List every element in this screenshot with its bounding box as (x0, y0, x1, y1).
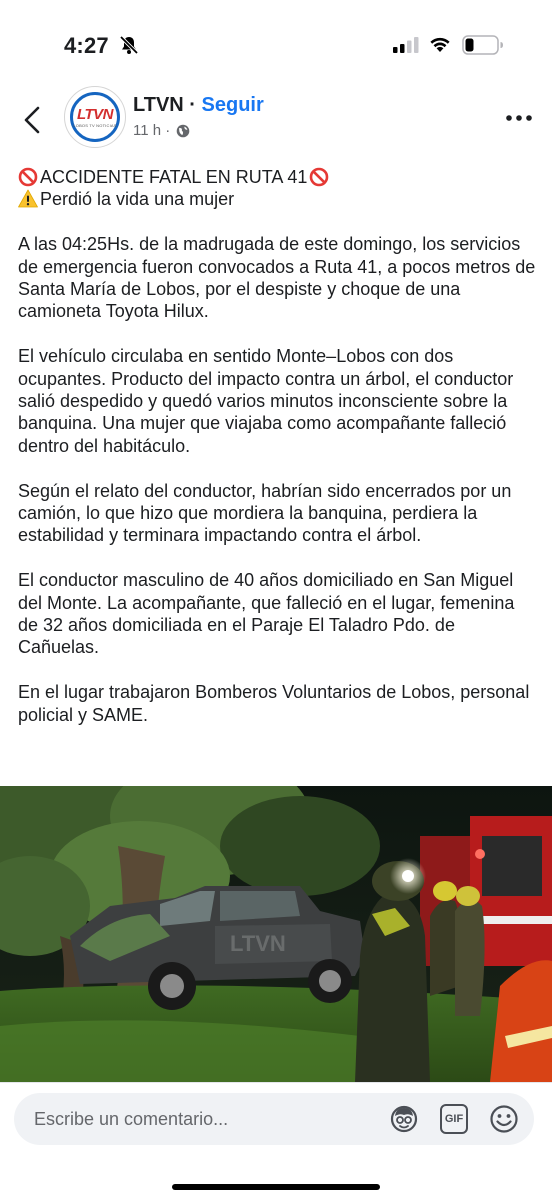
gif-label: GIF (444, 1113, 464, 1125)
accident-scene-photo (0, 786, 552, 1082)
post-text (18, 166, 538, 748)
avatar-logo: LTVN (76, 105, 114, 123)
post-headline-row (18, 166, 538, 188)
status-bar (0, 0, 552, 90)
name-separator: · (189, 94, 196, 116)
avatar-sticker-icon[interactable] (388, 1103, 420, 1135)
comment-bar (0, 1082, 552, 1201)
post-paragraph: En el lugar trabajaron Bomberos Voluntarios de Lobos, personal policial y SAME. (18, 682, 530, 725)
comment-placeholder: Escribe un comentario... (34, 1109, 229, 1129)
wifi-icon (428, 35, 452, 53)
emoji-icon[interactable] (488, 1103, 520, 1135)
prohibited-icon (18, 167, 38, 187)
bell-slash-icon (118, 34, 140, 56)
post-subheadline: Perdió la vida una mujer (40, 189, 235, 210)
post-paragraph: El vehículo circulaba en sentido Monte–Lobos con dos ocupantes. Producto del impacto contra un árbol, el conductor salió despedido y quedó varios minutos inconsciente sobre la banquina. Una mujer que viajaba como acompañante falleció dentro del habitáculo. (18, 346, 514, 456)
home-indicator (172, 1184, 380, 1190)
status-time: 4:27 (64, 33, 109, 58)
cellular-signal-icon (393, 37, 419, 53)
page-avatar[interactable] (64, 86, 126, 148)
post-subheadline-row (18, 188, 538, 210)
photo-watermark: LTVN (230, 931, 286, 956)
page-name-line (133, 94, 264, 117)
back-arrow-icon[interactable] (20, 105, 44, 135)
page-name[interactable]: LTVN (133, 94, 184, 116)
avatar-tagline: LOBOS TV NOTICIAS (73, 122, 117, 128)
post-photo[interactable] (0, 786, 552, 1082)
post-headline: ACCIDENTE FATAL EN RUTA 41 (40, 167, 308, 187)
post-paragraph: A las 04:25Hs. de la madrugada de este domingo, los servicios de emergencia fueron convocados a Ruta 41, a pocos metros de Santa María de Lobos, por el despiste y choque de una camioneta Toyota Hilux. (18, 234, 536, 322)
post-meta (133, 122, 190, 139)
follow-button[interactable]: Seguir (201, 94, 264, 116)
post-paragraph: Según el relato del conductor, habrían sido encerrados por un camión, lo que hizo que mordiera la banquina, perdiera la estabilidad y terminara impactando contra el árbol. (18, 480, 512, 546)
avatar-logo-ring (70, 92, 120, 142)
more-options-icon[interactable] (505, 114, 533, 122)
globe-icon (176, 124, 190, 138)
post-paragraph: El conductor masculino de 40 años domiciliado en San Miguel del Monte. La acompañante, que falleció en el lugar, femenina de 32 años domiciliada en el Paraje El Taladro Pdo. de Cañuelas. (18, 570, 515, 658)
warning-icon (18, 189, 38, 208)
comment-input[interactable] (14, 1093, 534, 1145)
prohibited-icon (309, 167, 329, 187)
gif-icon[interactable] (440, 1104, 468, 1134)
post-time[interactable]: 11 h · (133, 122, 171, 139)
battery-icon (462, 35, 504, 55)
